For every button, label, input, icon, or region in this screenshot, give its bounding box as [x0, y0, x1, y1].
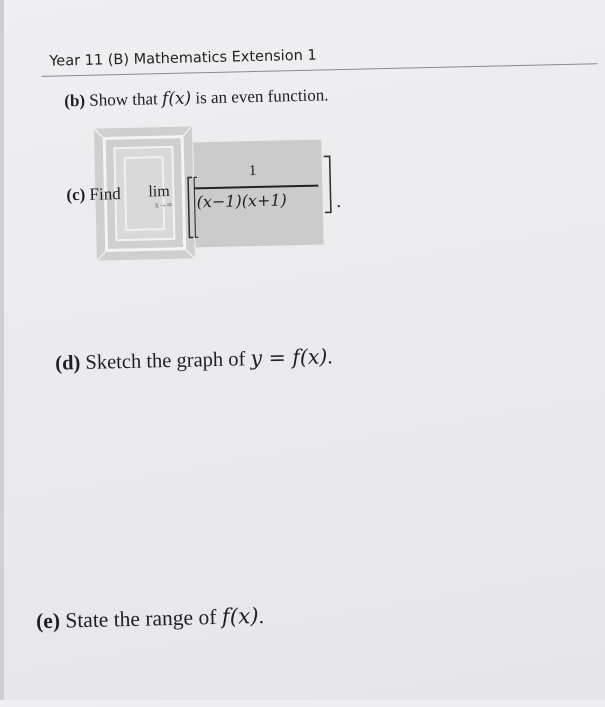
question-e-math: f(x) [221, 604, 259, 630]
question-d-text-post: . [327, 346, 333, 369]
question-b-math: f(x) [161, 88, 192, 110]
question-d-text-pre: Sketch the graph of [85, 348, 251, 374]
limit-subscript: x→∞ [154, 199, 173, 210]
question-b [64, 85, 329, 111]
question-e-text-post: . [258, 603, 265, 629]
question-b-label: (b) [64, 90, 86, 111]
question-d-math: y = f(x) [250, 344, 328, 371]
question-e-label: (e) [35, 608, 61, 634]
fraction-denominator: (x−1)(x+1) [196, 190, 287, 212]
question-c-label: (c) [66, 184, 86, 205]
fraction-numerator: 1 [248, 163, 257, 180]
question-b-text-pre: Show that [89, 89, 163, 110]
limit-operator: lim [148, 182, 170, 201]
question-d [55, 344, 333, 375]
question-e [36, 604, 264, 634]
page-title: Year 11 (B) Mathematics Extension 1 [49, 47, 317, 70]
question-e-text-pre: State the range of [65, 604, 222, 633]
question-c-text-pre: Find [89, 184, 121, 204]
question-d-label: (d) [54, 352, 81, 375]
question-c [66, 184, 121, 205]
question-b-text-post: is an even function. [190, 85, 329, 108]
